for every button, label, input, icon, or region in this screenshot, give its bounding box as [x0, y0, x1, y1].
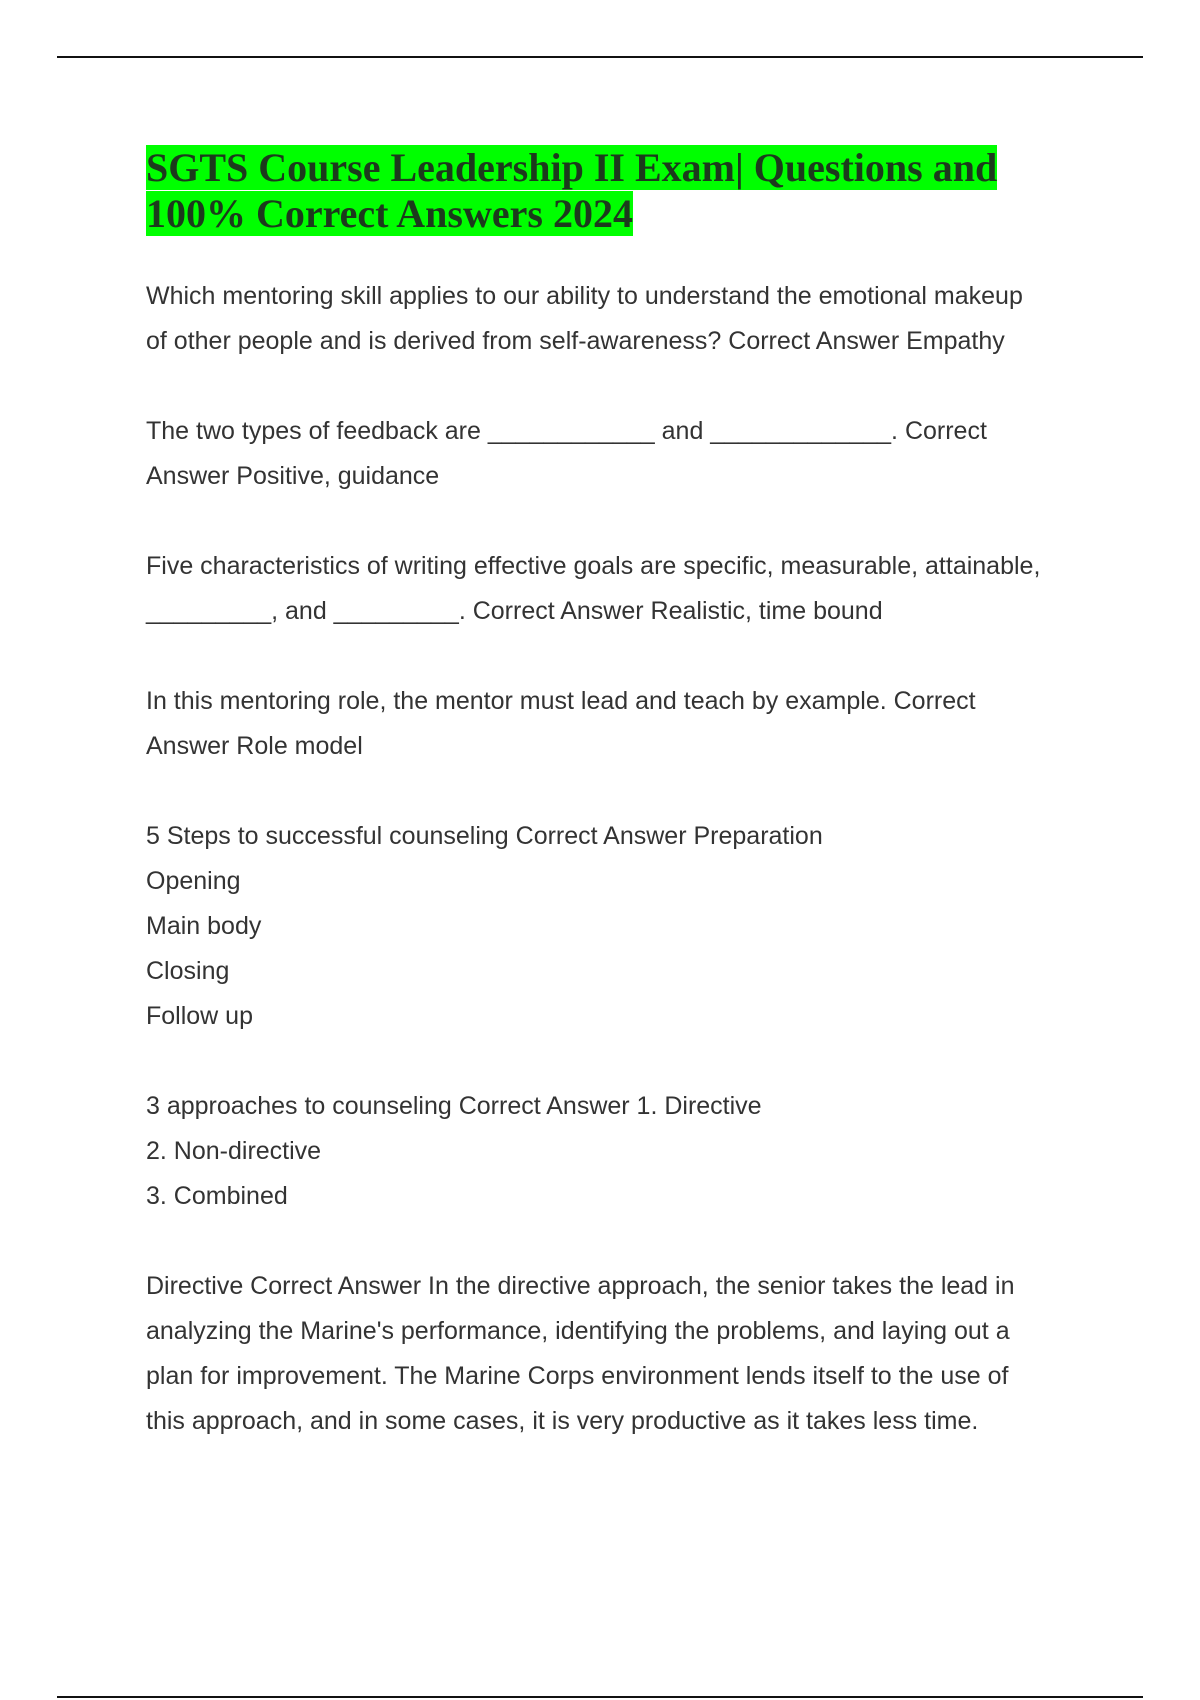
qa-line: Follow up	[146, 1002, 253, 1030]
qa-line: In this mentoring role, the mentor must lead and teach by example. Correct	[146, 687, 976, 715]
qa-line: Opening	[146, 867, 241, 895]
qa-item	[146, 274, 1096, 364]
qa-line: Directive Correct Answer In the directive approach, the senior takes the lead in	[146, 1272, 1015, 1300]
title-line-2: 100% Correct Answers 2024	[146, 191, 633, 236]
qa-line: 2. Non-directive	[146, 1137, 322, 1165]
qa-line: of other people and is derived from self-awareness? Correct Answer Empathy	[146, 327, 1005, 355]
qa-line: Answer Role model	[146, 732, 363, 760]
qa-item	[146, 409, 1096, 499]
qa-line: 3. Combined	[146, 1182, 288, 1210]
qa-line: this approach, and in some cases, it is very productive as it takes less time.	[146, 1407, 979, 1435]
qa-line: Which mentoring skill applies to our ability to understand the emotional makeup	[146, 282, 1023, 310]
document-body	[146, 145, 1096, 1444]
qa-line: Answer Positive, guidance	[146, 462, 440, 490]
qa-line: plan for improvement. The Marine Corps environment lends itself to the use of	[146, 1362, 1009, 1390]
qa-item	[146, 679, 1096, 769]
qa-item	[146, 1084, 1096, 1219]
qa-line: Closing	[146, 957, 230, 985]
qa-list	[146, 274, 1096, 1444]
qa-item	[146, 544, 1096, 634]
bottom-rule	[57, 1696, 1143, 1698]
qa-line: Five characteristics of writing effective goals are specific, measurable, attainable,	[146, 552, 1041, 580]
qa-item	[146, 1264, 1096, 1444]
qa-line: analyzing the Marine's performance, identifying the problems, and laying out a	[146, 1317, 1010, 1345]
qa-line: _________, and _________. Correct Answer Realistic, time bound	[146, 597, 883, 625]
qa-line: The two types of feedback are ____________ and _____________. Correct	[146, 417, 987, 445]
qa-line: 5 Steps to successful counseling Correct Answer Preparation	[146, 822, 823, 850]
title-line-1: SGTS Course Leadership II Exam| Questions and	[146, 145, 998, 190]
document-title	[146, 145, 1096, 237]
qa-line: 3 approaches to counseling Correct Answer 1. Directive	[146, 1092, 762, 1120]
qa-line: Main body	[146, 912, 262, 940]
qa-item	[146, 814, 1096, 1039]
top-rule	[57, 56, 1143, 58]
